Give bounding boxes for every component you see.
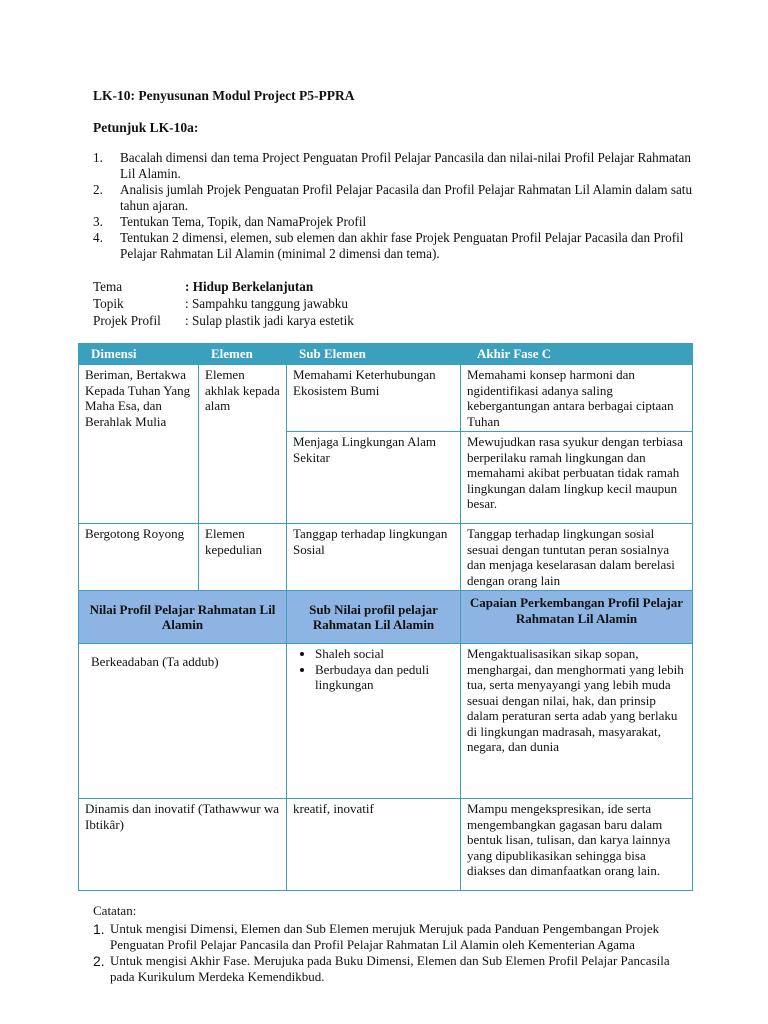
cell-sub-elemen: Menjaga Lingkungan Alam Sekitar [287, 432, 461, 524]
notes-section [93, 903, 693, 985]
cell-akhir-fase: Memahami konsep harmoni dan ngidentifikasi adanya saling kebergantungan antara berbagai ciptaan Tuhan [461, 365, 693, 432]
cell-elemen: Elemen kepedulian [199, 524, 287, 591]
cell-sub-elemen: Memahami Keterhubungan Ekosistem Bumi [287, 365, 461, 432]
cell-akhir-fase: Mewujudkan rasa syukur dengan terbiasa berperilaku ramah lingkungan dan memahami akibat perbuatan tidak ramah lingkungan dalam lingkup kecil maupun besar. [461, 432, 693, 524]
table-row [79, 524, 693, 591]
list-item: • Berbudaya dan peduli lingkungan [315, 662, 454, 693]
notes-title: Catatan: [93, 903, 137, 918]
meta-row-tema: Tema : Hidup Berkelanjutan [93, 279, 314, 294]
cell-capaian: Mampu mengekspresikan, ide serta mengembangkan gagasan baru dalam bentuk lisan, tulisan, dan karya lainnya yang dipublikasikan sehingga bisa diakses dan dimanfaatkan orang lain. [461, 799, 693, 891]
list-item: 2. Untuk mengisi Akhir Fase. Merujuka pada Buku Dimensi, Elemen dan Sub Elemen Profil Pelajar Pancasila pada Kurikulum Merdeka Kemendikbud. [93, 953, 670, 984]
instruction-list [93, 150, 693, 262]
header-akhir-fase: Akhir Fase C [461, 344, 693, 365]
table1-header-row [79, 344, 693, 365]
meta-row-topik: Topik : Sampahku tanggung jawabku [93, 296, 348, 311]
notes-list [93, 921, 693, 985]
table-row [79, 799, 693, 891]
project-meta [93, 278, 354, 329]
header-elemen: Elemen [199, 344, 287, 365]
header-capaian: Capaian Perkembangan Profil Pelajar Rahmatan Lil Alamin [461, 591, 693, 644]
instruction-item: 1. Bacalah dimensi dan tema Project Penguatan Profil Pelajar Pancasila dan nilai-nilai Profil Pelajar Rahmatan Lil Alamin. [93, 150, 691, 181]
meta-row-projek: Projek Profil : Sulap plastik jadi karya estetik [93, 313, 354, 328]
profile-table [78, 343, 693, 891]
cell-sub-nilai [287, 644, 461, 799]
sub-nilai-list [293, 646, 454, 693]
header-nilai-profil: Nilai Profil Pelajar Rahmatan Lil Alamin [79, 591, 287, 644]
list-item: 1. Untuk mengisi Dimensi, Elemen dan Sub Elemen merujuk Merujuk pada Panduan Pengembangan Projek Penguatan Profil Pelajar Pancasila dan Profil Pelajar Rahmatan Lil Alamin oleh Kementerian Agama [93, 921, 660, 952]
cell-akhir-fase: Tanggap terhadap lingkungan sosial sesuai dengan tuntutan peran sosialnya dan menjaga keselarasan dalam berelasi dengan orang lain [461, 524, 693, 591]
doc-subtitle: Petunjuk LK-10a: [93, 120, 199, 135]
header-sub-nilai: Sub Nilai profil pelajar Rahmatan Lil Alamin [287, 591, 461, 644]
cell-capaian: Mengaktualisasikan sikap sopan, menghargai, dan menghormati yang lebih tua, serta menyayangi yang lebih muda sesuai dengan nilai, hak, dan prinsip dalam peraturan serta adab yang berlaku di lingkungan madrasah, masyarakat, negara, dan dunia [461, 644, 693, 799]
cell-dimensi: Bergotong Royong [79, 524, 199, 591]
table-row [79, 644, 693, 799]
cell-sub-nilai: kreatif, inovatif [287, 799, 461, 891]
cell-sub-elemen: Tanggap terhadap lingkungan Sosial [287, 524, 461, 591]
header-sub-elemen: Sub Elemen [287, 344, 461, 365]
instruction-item: 4. Tentukan 2 dimensi, elemen, sub elemen dan akhir fase Projek Penguatan Profil Pelajar Pacasila dan Profil Pelajar Rahmatan Lil Alamin (minimal 2 dimensi dan tema). [93, 230, 684, 261]
header-dimensi: Dimensi [79, 344, 199, 365]
cell-elemen: Elemen akhlak kepada alam [199, 365, 287, 524]
table2-header-row [79, 591, 693, 644]
instruction-item: 3. Tentukan Tema, Topik, dan NamaProjek Profil [93, 214, 367, 229]
cell-nilai: Dinamis dan inovatif (Tathawwur wa Ibtikâr) [79, 799, 287, 891]
cell-dimensi: Beriman, Bertakwa Kepada Tuhan Yang Maha Esa, dan Berahlak Mulia [79, 365, 199, 524]
list-item: • Shaleh social [315, 646, 454, 662]
instruction-item: 2. Analisis jumlah Projek Penguatan Profil Pelajar Pacasila dan Profil Pelajar Rahmatan Lil Alamin dalam satu tahun ajaran. [93, 182, 693, 213]
cell-nilai: Berkeadaban (Ta addub) [79, 644, 287, 799]
table-row [79, 365, 693, 432]
doc-title: LK-10: Penyusunan Modul Project P5-PPRA [93, 88, 355, 103]
